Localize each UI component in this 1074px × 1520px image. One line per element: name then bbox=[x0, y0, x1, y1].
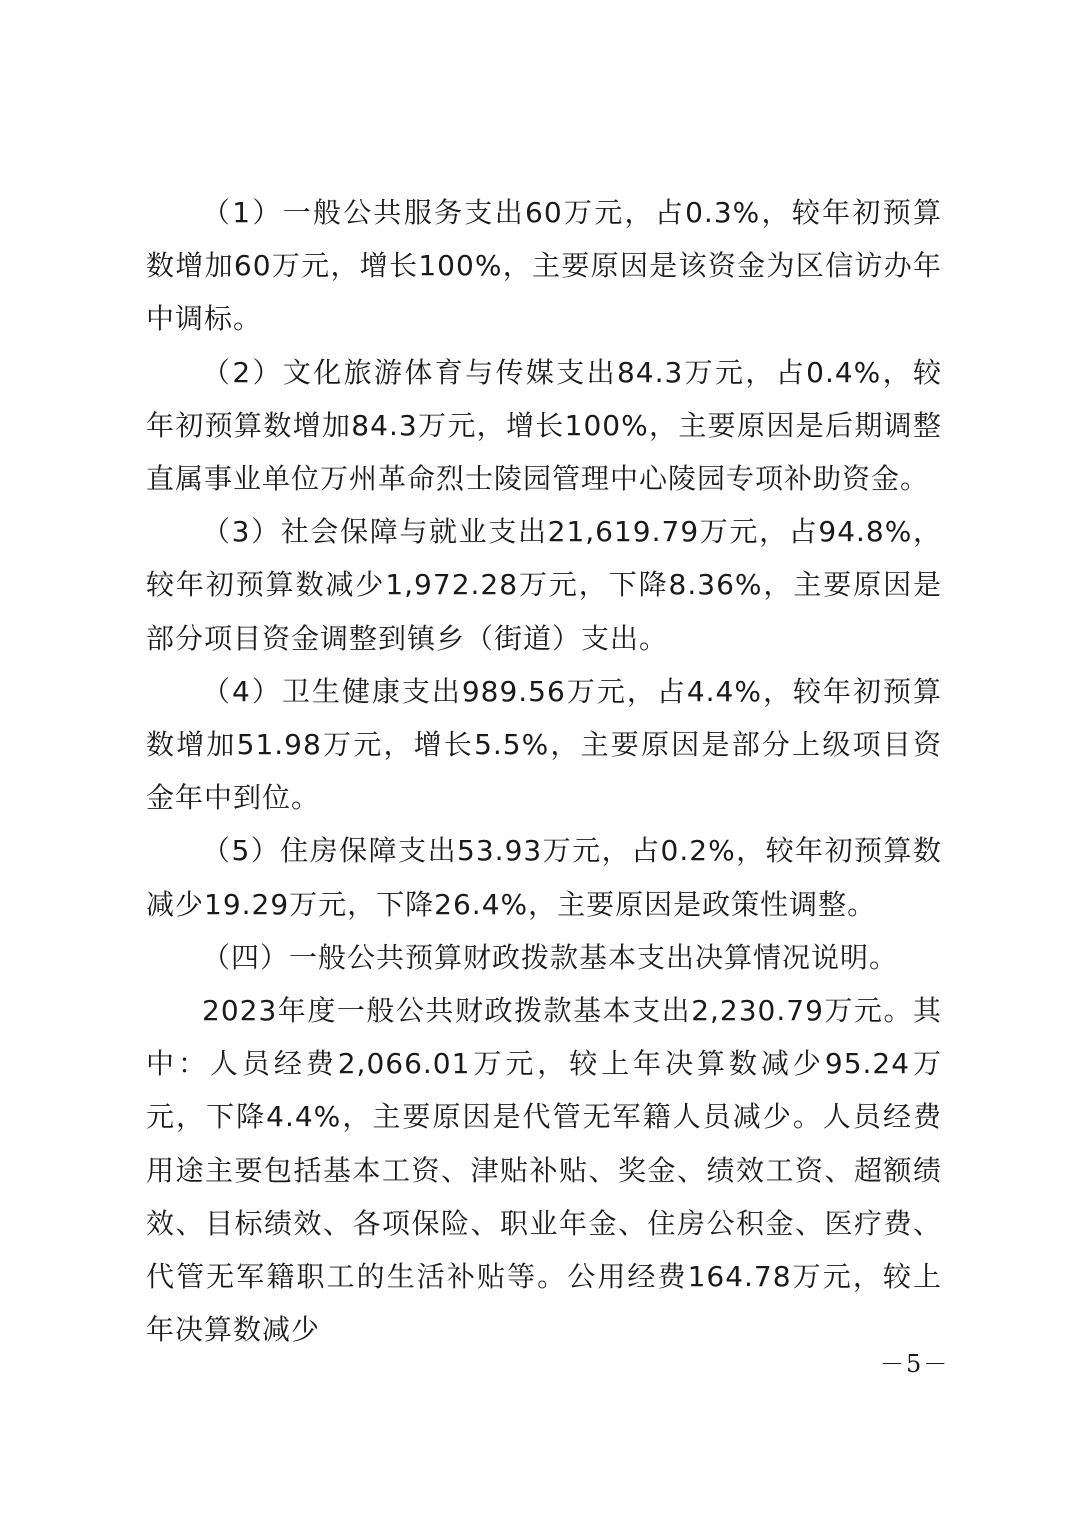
paragraph-general-public-services: （1）一般公共服务支出60万元，占0.3%，较年初预算数增加60万元，增长100%，主要原因是该资金为区信访办年中调标。 bbox=[146, 196, 942, 336]
document-body bbox=[146, 186, 942, 1356]
paragraph-culture-tourism-sports-media: （2）文化旅游体育与传媒支出84.3万元，占0.4%，较年初预算数增加84.3万元，增长100%，主要原因是后期调整直属事业单位万州革命烈士陵园管理中心陵园专项补助资金。 bbox=[146, 355, 942, 496]
paragraph-social-security-employment: （3）社会保障与就业支出21,619.79万元，占94.8%，较年初预算数减少1,972.28万元，下降8.36%，主要原因是部分项目资金调整到镇乡（街道）支出。 bbox=[146, 515, 942, 655]
page-number: －5－ bbox=[880, 1350, 950, 1378]
section-heading: （四）一般公共预算财政拨款基本支出决算情况说明。 bbox=[202, 940, 899, 974]
paragraph-housing-security: （5）住房保障支出53.93万元，占0.2%，较年初预算数减少19.29万元，下降26.4%，主要原因是政策性调整。 bbox=[146, 834, 942, 921]
paragraph-basic-expenditure: 2023年度一般公共财政拨款基本支出2,230.79万元。其中：人员经费2,066.01万元，较上年决算数减少95.24万元，下降4.4%，主要原因是代管无军籍人员减少。人员经费用途主要包括基本工资、津贴补贴、奖金、绩效工资、超额绩效、目标绩效、各项保险、职业年金、住房公积金、医疗费、代管无军籍职工的生活补贴等。公用经费164.78万元，较上年决算数减少 bbox=[146, 994, 942, 1347]
paragraph-health: （4）卫生健康支出989.56万元，占4.4%，较年初预算数增加51.98万元，增长5.5%，主要原因是部分上级项目资金年中到位。 bbox=[146, 674, 942, 815]
